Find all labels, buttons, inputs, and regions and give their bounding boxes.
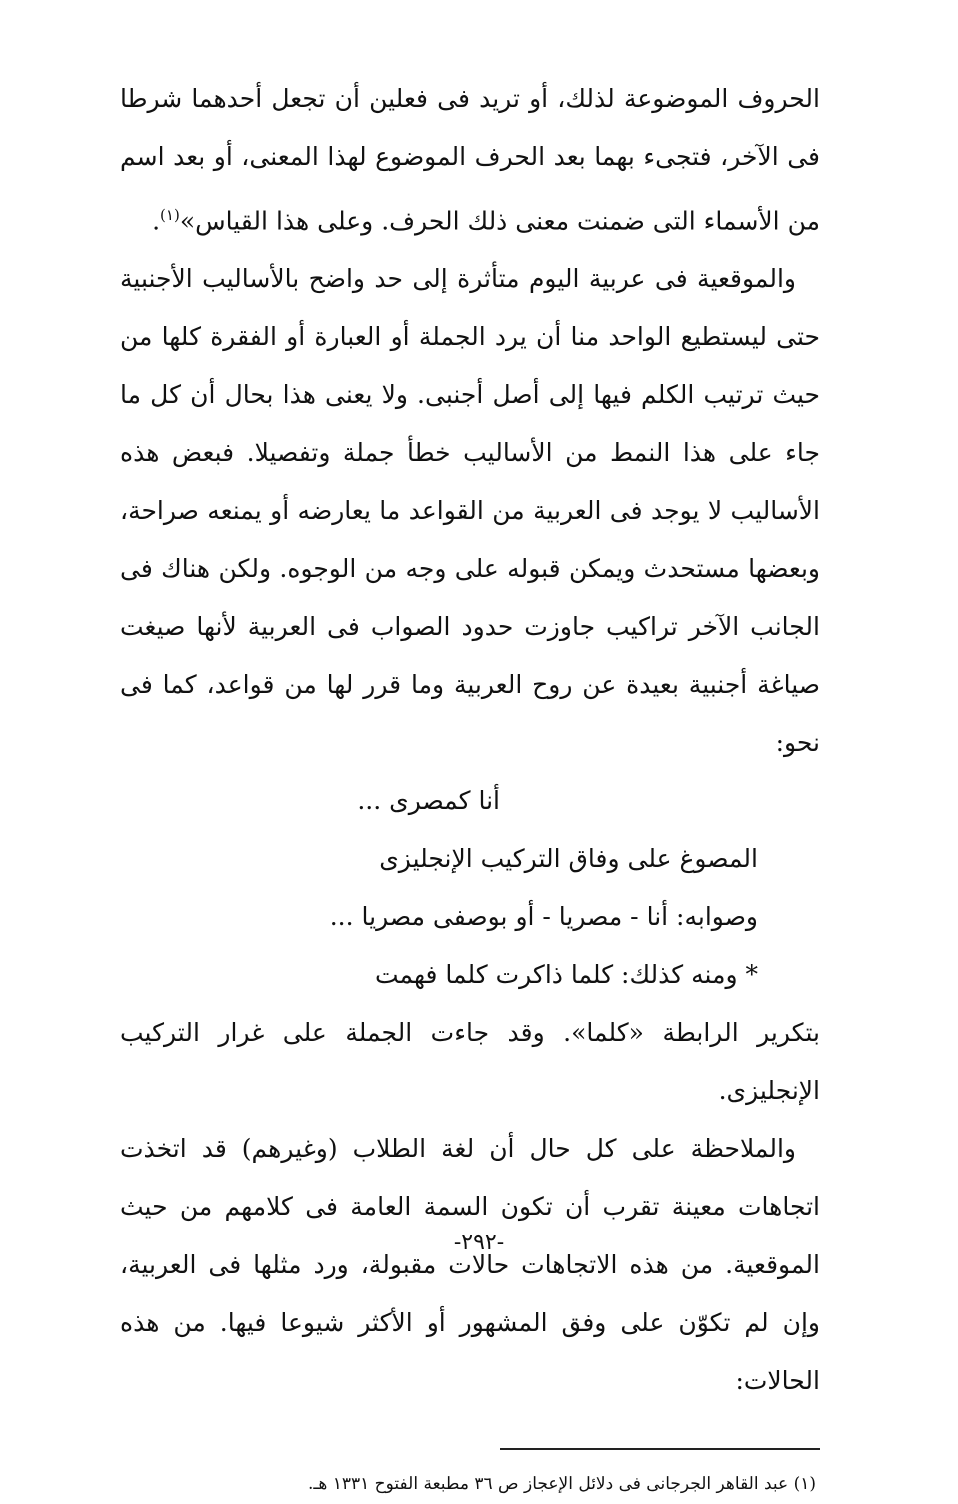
- example-4: * ومنه كذلك: كلما ذاكرت كلما فهمت: [374, 960, 758, 990]
- page-number: -٢٩٢-: [453, 1230, 505, 1255]
- footnote: (١) عبد القاهر الجرجانى فى دلائل الإعجاز ص ٣٦ مطبعة الفتوح ١٣٣١ هـ.: [307, 1474, 816, 1495]
- paragraph-3: بتكرير الرابطة «كلما». وقد جاءت الجملة على غرار التركيب الإنجليزى.: [120, 1018, 820, 1106]
- paragraph-4: والملاحظة على كل حال أن لغة الطلاب (وغيرهم) قد اتخذت اتجاهات معينة تقرب أن تكون السمة العامة فى كلامهم من حيث الموقعية. من هذه الاتجاهات حالات مقبولة، ورد مثلها فى العربية، وإن لم تكوّن على وفق المشهور أو الأكثر شيوعا فيها. من هذه الحالات:: [120, 1134, 820, 1396]
- footnote-divider: [500, 1448, 820, 1450]
- example-3: وصوابه: أنا - مصريا - أو بوصفى مصريا ...: [329, 902, 758, 932]
- paragraph-1: [120, 70, 820, 250]
- example-1: أنا كمصرى ...: [357, 786, 500, 816]
- paragraph-1-end: .: [152, 206, 161, 236]
- example-2: المصوغ على وفاق التركيب الإنجليزى: [379, 844, 758, 874]
- footnote-reference: (١): [160, 206, 180, 224]
- paragraph-1-text: الحروف الموضوعة لذلك، أو تريد فى فعلين أن تجعل أحدهما شرطا فى الآخر، فتجىء بهما بعد الحرف الموضوع لهذا المعنى، أو بعد اسم من الأسماء التى ضمنت معنى ذلك الحرف. وعلى هذا القياس»: [120, 84, 820, 236]
- paragraph-2: والموقعية فى عربية اليوم متأثرة إلى حد واضح بالأساليب الأجنبية حتى ليستطيع الواحد منا أن يرد الجملة أو العبارة أو الفقرة كلها من حيث ترتيب الكلم فيها إلى أصل أجنبى. ولا يعنى هذا بحال أن كل ما جاء على هذا النمط من الأساليب خطأ جملة وتفصيلا. فبعض هذه الأساليب لا يوجد فى العربية من القواعد ما يعارضه أو يمنعه صراحة، وبعضها مستحدث ويمكن قبوله على وجه من الوجوه. ولكن هناك فى الجانب الآخر تراكيب جاوزت حدود الصواب فى العربية لأنها صيغت صياغة أجنبية بعيدة عن روح العربية وما قرر لها من قواعد، كما فى نحو:: [120, 264, 821, 758]
- document-page: [120, 70, 820, 1504]
